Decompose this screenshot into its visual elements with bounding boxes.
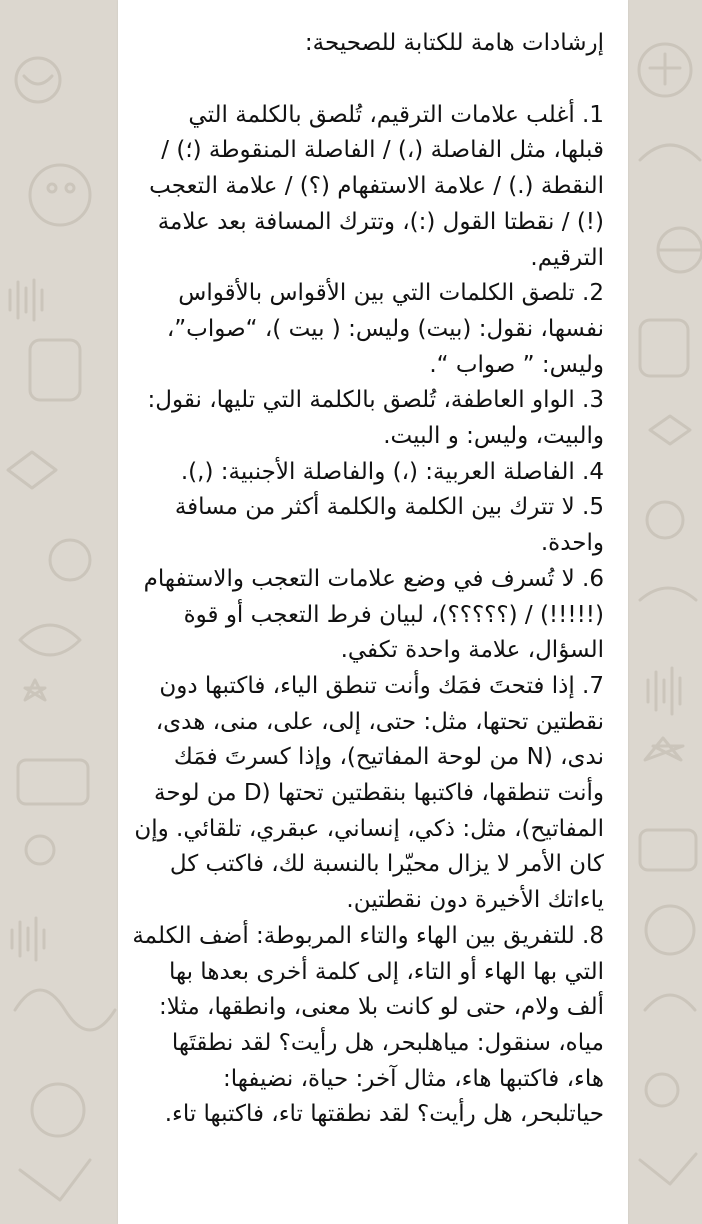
list-item <box>132 669 604 919</box>
list-item <box>132 919 604 1133</box>
item-number: 3. <box>582 387 604 414</box>
list-item <box>132 490 604 561</box>
message-bubble[interactable] <box>118 0 628 1224</box>
item-number: 6. <box>582 565 604 592</box>
list-item <box>132 455 604 491</box>
item-number: 5. <box>582 494 604 521</box>
item-text: الفاصلة العربية: (،) والفاصلة الأجنبية: (,). <box>180 458 575 485</box>
item-text: إذا فتحتَ فمَك وأنت تنطق الياء، فاكتبها دون نقطتين تحتها، مثل: حتى، إلى، على، منى، هدى، ندى، (N من لوحة المفاتيح)، وإذا كسرتَ فمَك وأنت تنطقها، فاكتبها بنقطتين تحتها (D من لوحة المفاتيح)، مثل: ذكي، إنساني، عبقري، تلقائي. وإن كان الأمر لا يزال محيّرا بالنسبة لك، فاكتب كل ياءاتك الأخيرة دون نقطتين. <box>134 672 604 914</box>
item-text: للتفريق بين الهاء والتاء المربوطة: أضف الكلمة التي بها الهاء أو التاء، إلى كلمة أخرى بعدها بها ألف ولام، حتى لو كانت بلا معنى، وانطقها، مثلا: مياه، سنقول: مياهلبحر، هل رأيت؟ لقد نطقتَها هاء، فاكتبها هاء، مثال آخر: حياة، نضيفها: حياتلبحر، هل رأيت؟ لقد نطقتها تاء، فاكتبها تاء. <box>132 922 604 1128</box>
item-number: 4. <box>582 458 604 485</box>
list-item <box>132 98 604 277</box>
list-item <box>132 276 604 383</box>
item-number: 8. <box>582 922 604 949</box>
item-text: لا تترك بين الكلمة والكلمة أكثر من مسافة واحدة. <box>174 494 604 557</box>
list-item <box>132 383 604 454</box>
list-item <box>132 562 604 669</box>
item-number: 2. <box>582 280 604 307</box>
item-text: تلصق الكلمات التي بين الأقواس بالأقواس نفسها، نقول: (بيت) وليس: ( بيت )، “صواب”، وليس: ” صواب “. <box>166 280 604 378</box>
message-title: إرشادات هامة للكتابة للصحيحة: <box>304 30 604 56</box>
item-number: 1. <box>582 101 604 128</box>
item-text: أغلب علامات الترقيم، تُلصق بالكلمة التي قبلها، مثل الفاصلة (،) / الفاصلة المنقوطة (؛) / النقطة (.) / علامة الاستفهام (؟) / علامة التعجب (!) / نقطتا القول (:)، وتترك المسافة بعد علامة الترقيم. <box>149 101 604 271</box>
item-text: لا تُسرف في وضع علامات التعجب والاستفهام (!!!!!) / (؟؟؟؟؟)، لبيان فرط التعجب أو قوة السؤال، علامة واحدة تكفي. <box>143 565 604 664</box>
item-text: الواو العاطفة، تُلصق بالكلمة التي تليها، نقول: والبيت، وليس: و البيت. <box>147 387 604 450</box>
item-number: 7. <box>582 672 604 699</box>
